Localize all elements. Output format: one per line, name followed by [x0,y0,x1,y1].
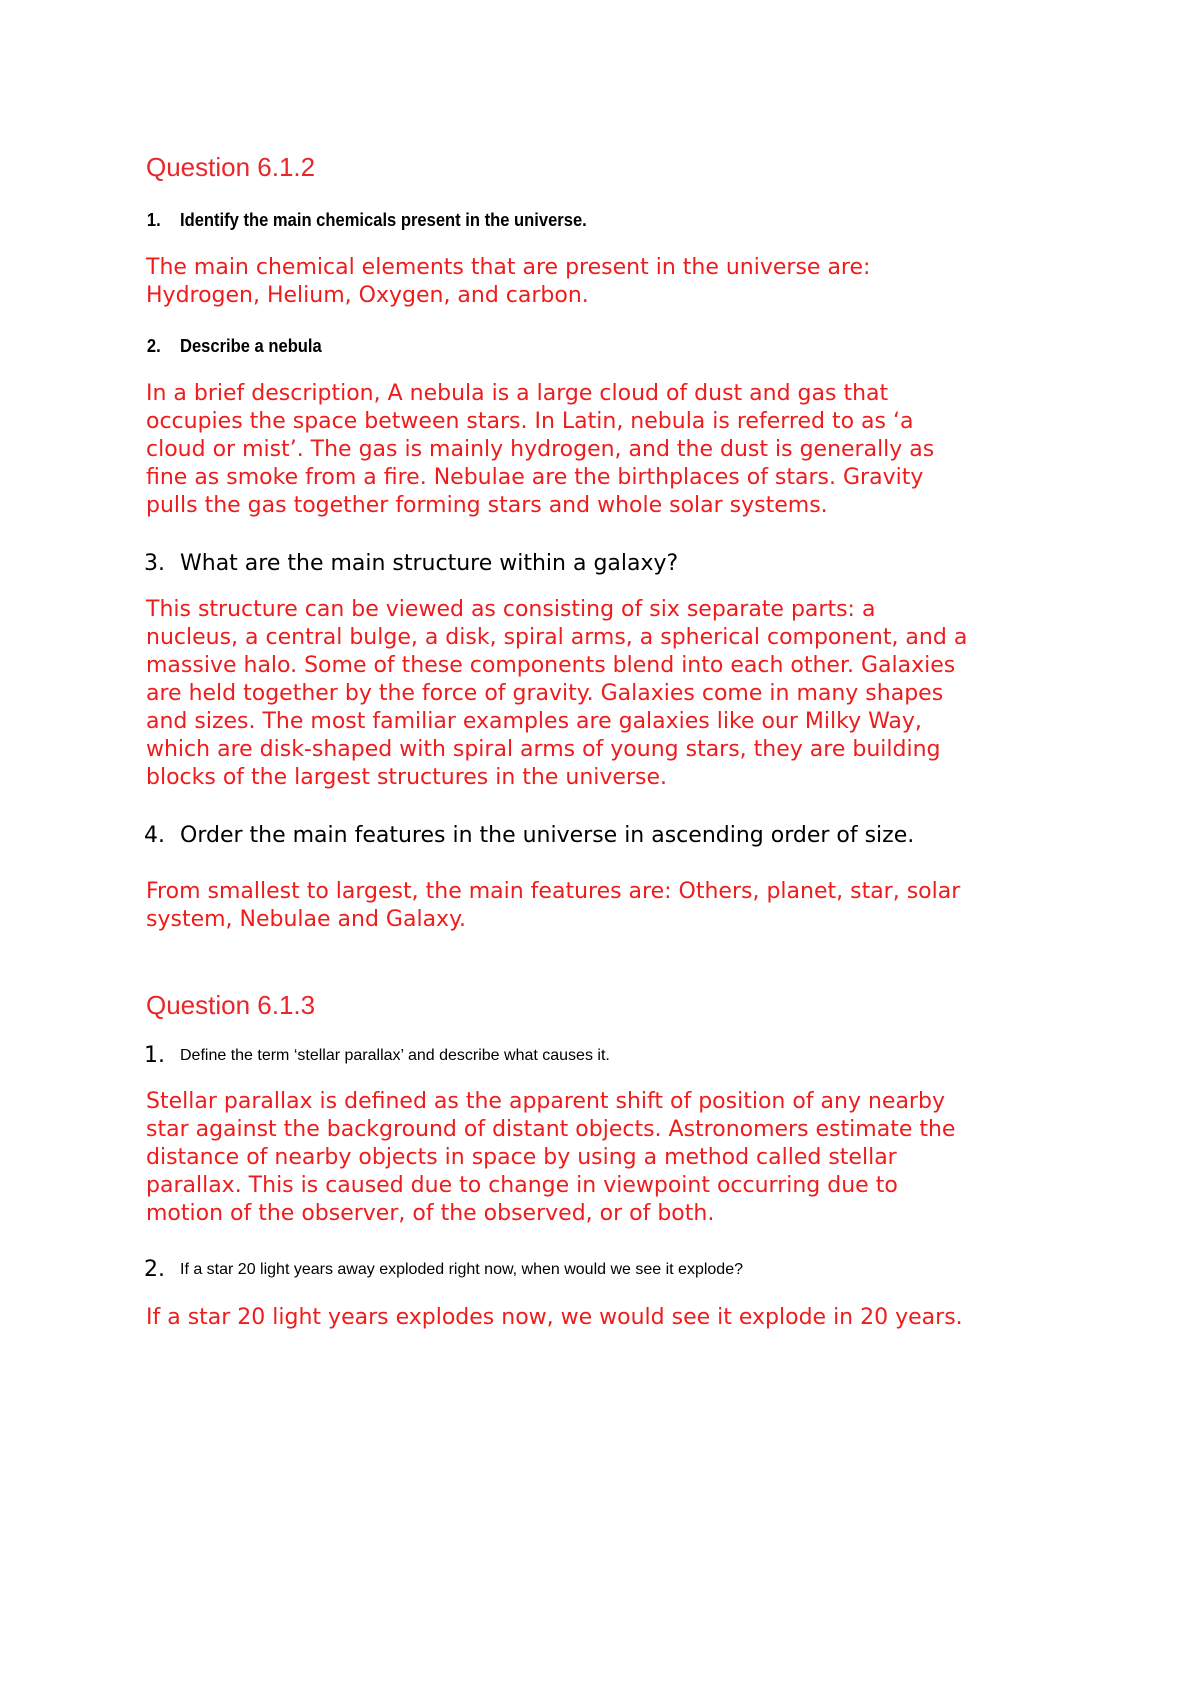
question-text: Describe a nebula [180,336,322,356]
answer-text [146,878,1076,934]
answer-line: Stellar parallax is defined as the apparent shift of position of any nearby [146,1089,945,1114]
question-item [144,1257,743,1282]
question-number: 4. [144,823,165,848]
answer-line: cloud or mist’. The gas is mainly hydrogen, and the dust is generally as [146,437,935,462]
answer-line: If a star 20 light years explodes now, we would see it explode in 20 years. [146,1305,963,1330]
answer-line: Hydrogen, Helium, Oxygen, and carbon. [146,283,589,308]
answer-line: From smallest to largest, the main features are: Others, planet, star, solar [146,879,961,904]
answer-line: and sizes. The most familiar examples are galaxies like our Milky Way, [146,709,922,734]
section-title-6-1-2: Question 6.1.2 [146,152,316,182]
answer-line: This structure can be viewed as consisting of six separate parts: a [146,597,876,622]
answer-line: which are disk-shaped with spiral arms of young stars, they are building [146,737,941,762]
question-number: 3. [144,551,165,576]
answer-text [146,380,1076,520]
answer-line: system, Nebulae and Galaxy. [146,907,466,932]
question-number: 1. [146,210,161,230]
answer-line: star against the background of distant objects. Astronomers estimate the [146,1117,956,1142]
answer-line: nucleus, a central bulge, a disk, spiral arms, a spherical component, and a [146,625,968,650]
answer-line: massive halo. Some of these components blend into each other. Galaxies [146,653,956,678]
answer-line: occupies the space between stars. In Latin, nebula is referred to as ‘a [146,409,914,434]
section-title-6-1-3: Question 6.1.3 [146,990,316,1020]
question-text: If a star 20 light years away exploded right now, when would we see it explode? [180,1261,743,1278]
answer-text [146,254,1076,310]
question-item [144,822,915,850]
question-number: 2. [146,336,161,356]
answer-line: The main chemical elements that are present in the universe are: [146,255,871,280]
question-item [146,208,587,232]
question-item [146,334,322,358]
question-text: Order the main features in the universe in ascending order of size. [180,823,915,848]
answer-line: distance of nearby objects in space by using a method called stellar [146,1145,897,1170]
answer-line: In a brief description, A nebula is a large cloud of dust and gas that [146,381,889,406]
question-text: Identify the main chemicals present in the universe. [180,210,587,230]
answer-line: motion of the observer, of the observed, or of both. [146,1201,715,1226]
answer-text [146,1304,1076,1332]
question-item [144,550,679,578]
question-number: 1. [144,1043,165,1068]
answer-text [146,596,1076,792]
question-number: 2. [144,1257,165,1282]
answer-text [146,1088,1076,1228]
answer-line: blocks of the largest structures in the universe. [146,765,667,790]
answer-line: fine as smoke from a fire. Nebulae are the birthplaces of stars. Gravity [146,465,924,490]
answer-line: pulls the gas together forming stars and whole solar systems. [146,493,828,518]
question-text: Define the term ‘stellar parallax’ and describe what causes it. [180,1047,610,1064]
answer-line: parallax. This is caused due to change in viewpoint occurring due to [146,1173,898,1198]
question-item [144,1043,610,1068]
answer-line: are held together by the force of gravity. Galaxies come in many shapes [146,681,944,706]
question-text: What are the main structure within a galaxy? [180,551,679,576]
